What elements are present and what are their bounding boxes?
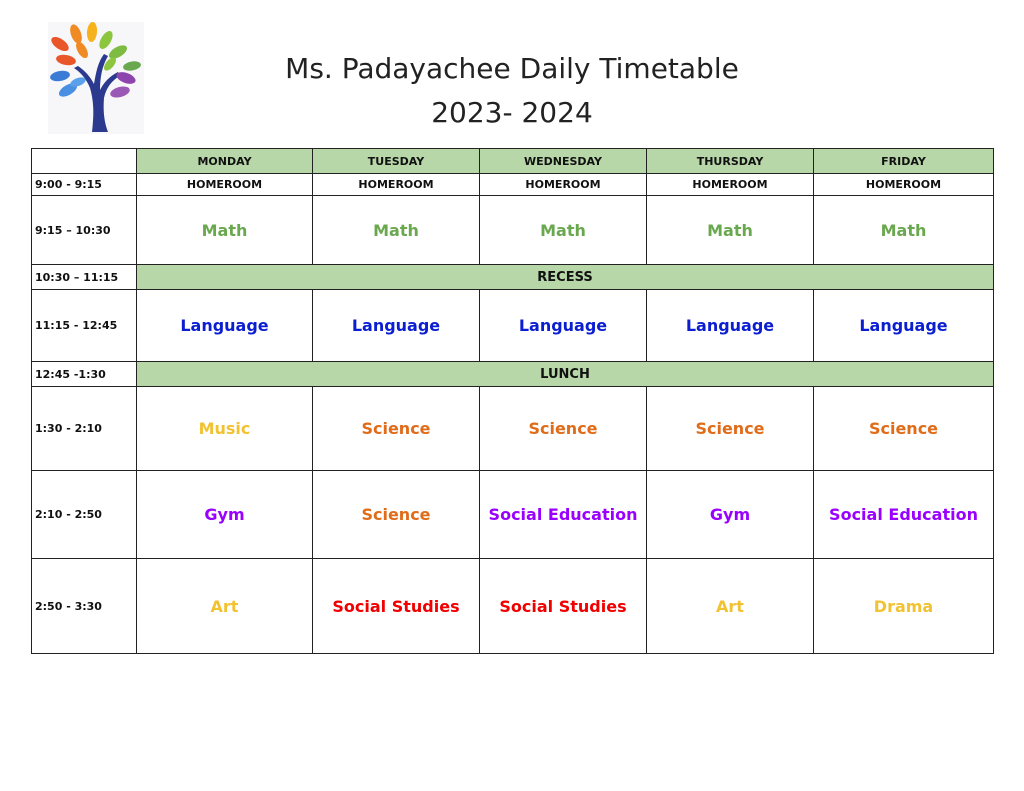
subject-cell: Drama [814,559,994,654]
subject-cell: Social Studies [313,559,480,654]
subject-cell: Language [814,290,994,362]
subject-cell: Gym [647,471,814,559]
timetable-row [32,471,994,559]
day-header: THURSDAY [647,149,814,174]
timetable-row [32,387,994,471]
subject-cell: Gym [137,471,313,559]
subject-cell: Science [480,387,647,471]
time-slot: 9:00 - 9:15 [32,174,137,196]
homeroom-cell: HOMEROOM [814,174,994,196]
day-header-row [32,149,994,174]
subject-cell: Social Education [814,471,994,559]
subject-cell: Science [814,387,994,471]
time-slot: 2:10 - 2:50 [32,471,137,559]
homeroom-cell: HOMEROOM [647,174,814,196]
time-slot: 9:15 – 10:30 [32,196,137,265]
time-slot: 10:30 – 11:15 [32,265,137,290]
subject-cell: Math [647,196,814,265]
subject-cell: Art [137,559,313,654]
timetable [31,148,994,654]
subject-cell: Art [647,559,814,654]
timetable-row [32,290,994,362]
subject-cell: Math [814,196,994,265]
subject-cell: Math [313,196,480,265]
timetable-row [32,559,994,654]
recess-band: RECESS [137,265,994,290]
subject-cell: Social Education [480,471,647,559]
time-slot: 12:45 -1:30 [32,362,137,387]
school-year: 2023- 2024 [431,96,593,129]
day-header: MONDAY [137,149,313,174]
homeroom-cell: HOMEROOM [137,174,313,196]
timetable-row [32,362,994,387]
time-slot: 11:15 - 12:45 [32,290,137,362]
time-slot: 2:50 - 3:30 [32,559,137,654]
timetable-row [32,265,994,290]
subject-cell: Music [137,387,313,471]
day-header: TUESDAY [313,149,480,174]
lunch-band: LUNCH [137,362,994,387]
timetable-row [32,174,994,196]
subject-cell: Science [313,387,480,471]
subject-cell: Social Studies [480,559,647,654]
homeroom-cell: HOMEROOM [313,174,480,196]
subject-cell: Language [313,290,480,362]
subject-cell: Language [480,290,647,362]
day-header: WEDNESDAY [480,149,647,174]
timetable-row [32,196,994,265]
corner-cell [32,149,137,174]
homeroom-cell: HOMEROOM [480,174,647,196]
day-header: FRIDAY [814,149,994,174]
subject-cell: Math [137,196,313,265]
subject-cell: Science [647,387,814,471]
subject-cell: Math [480,196,647,265]
time-slot: 1:30 - 2:10 [32,387,137,471]
subject-cell: Language [137,290,313,362]
subject-cell: Language [647,290,814,362]
page-title: Ms. Padayachee Daily Timetable [285,52,739,85]
subject-cell: Science [313,471,480,559]
